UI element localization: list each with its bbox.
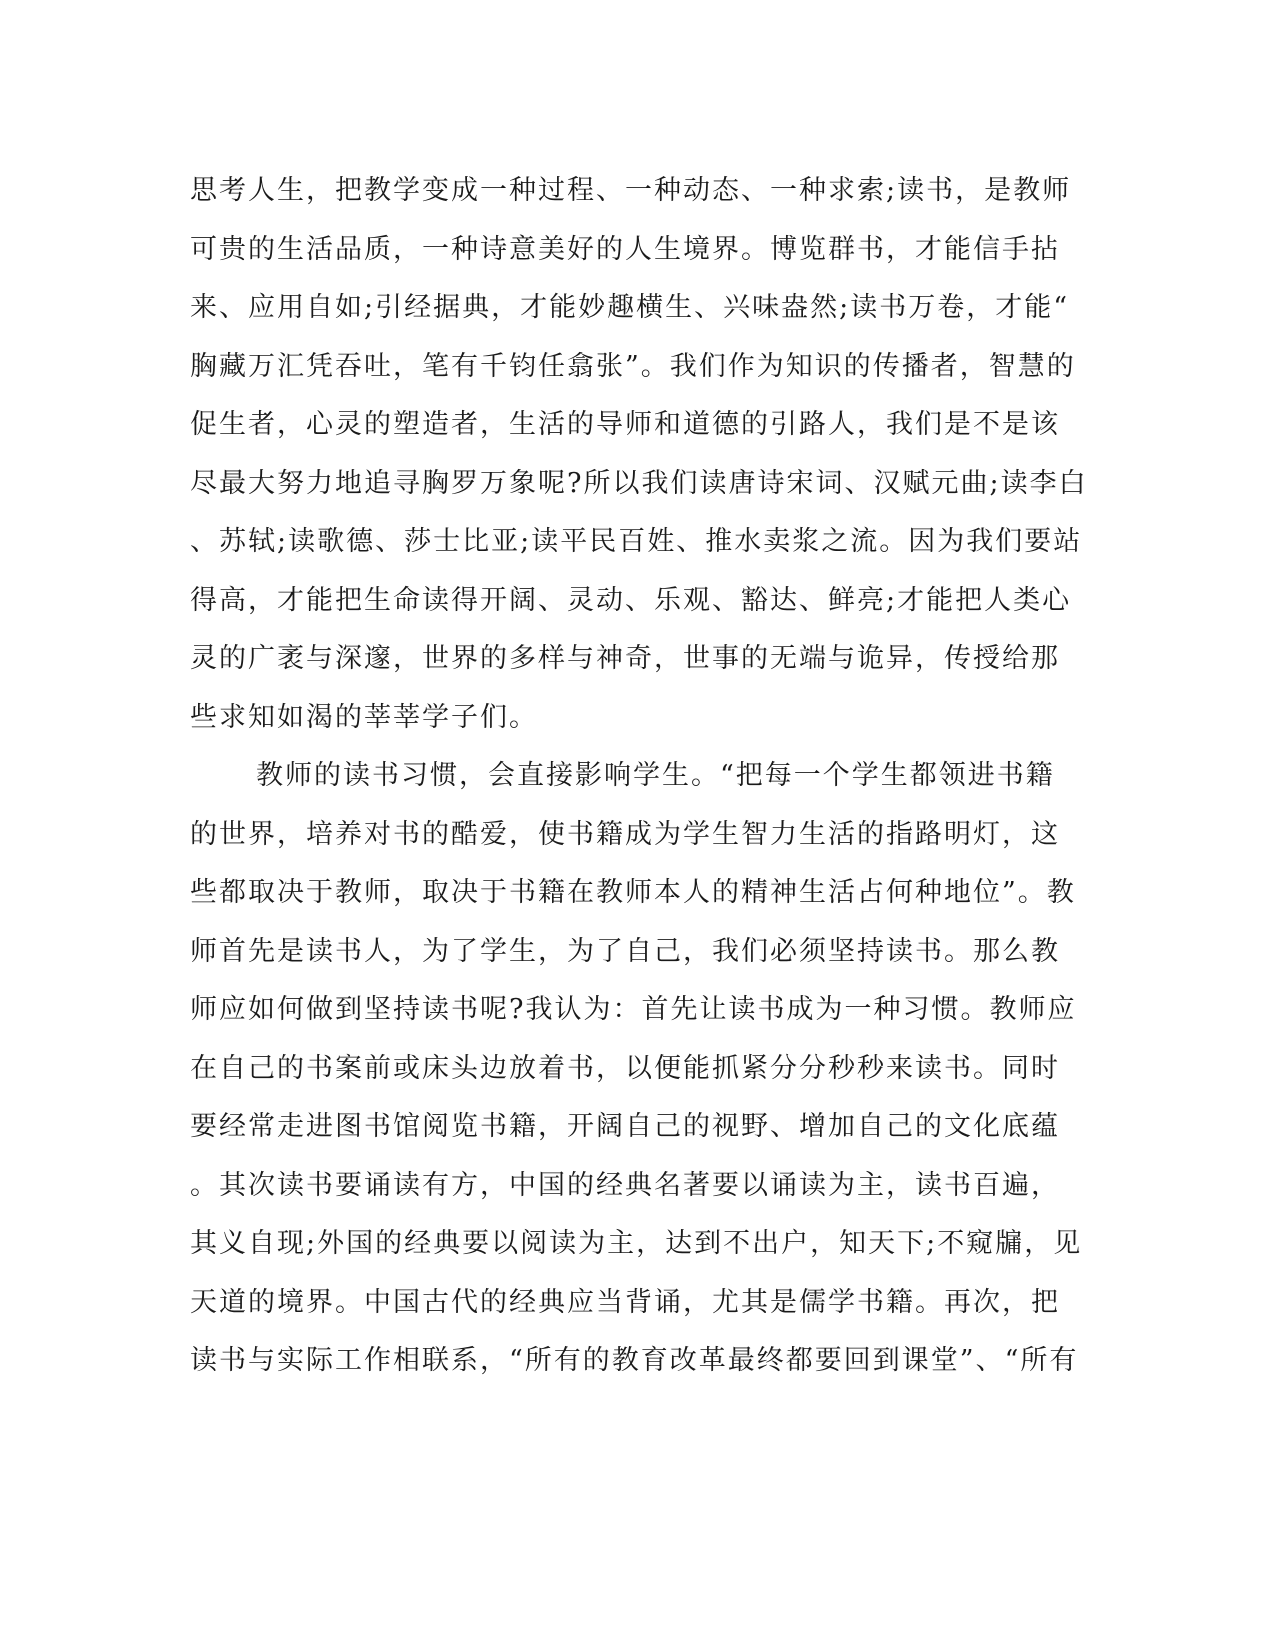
text-line: 要经常走进图书馆阅览书籍，开阔自己的视野、增加自己的文化底蕴: [190, 1111, 1060, 1142]
text-line: 天道的境界。中国古代的经典应当背诵，尤其是儒学书籍。再次，把: [190, 1286, 1060, 1318]
text-line: 胸藏万汇凭吞吐，笔有千钧任翕张”。我们作为知识的传播者，智慧的: [190, 350, 1076, 382]
text-line: 些都取决于教师，取决于书籍在教师本人的精神生活占何种地位”。教: [190, 877, 1076, 908]
text-line: 的世界，培养对书的酷爱，使书籍成为学生智力生活的指路明灯，这: [190, 818, 1060, 850]
text-line: 可贵的生活品质，一种诗意美好的人生境界。博览群书，才能信手拈: [190, 233, 1060, 265]
text-line: 尽最大努力地追寻胸罗万象呢?所以我们读唐诗宋词、汉赋元曲;读李白: [190, 467, 1088, 499]
text-line: 得高，才能把生命读得开阔、灵动、乐观、豁达、鲜亮;才能把人类心: [190, 584, 1072, 616]
text-line: 教师的读书习惯，会直接影响学生。“把每一个学生都领进书籍: [256, 760, 1055, 791]
text-line: 师首先是读书人，为了学生，为了自己，我们必须坚持读书。那么教: [190, 935, 1060, 967]
text-line: 促生者，心灵的塑造者，生活的导师和道德的引路人，我们是不是该: [190, 409, 1060, 440]
text-line: 来、应用自如;引经据典，才能妙趣横生、兴味盎然;读书万卷，才能“: [190, 292, 1069, 323]
text-line: 、苏轼;读歌德、莎士比亚;读平民百姓、推水卖浆之流。因为我们要站: [190, 526, 1083, 557]
paragraph: [190, 162, 1090, 747]
text-line: 灵的广袤与深邃，世界的多样与神奇，世事的无端与诡异，传授给那: [190, 643, 1060, 674]
text-line: 思考人生，把教学变成一种过程、一种动态、一种求索;读书，是教师: [190, 175, 1072, 206]
text-line: 读书与实际工作相联系，“所有的教育改革最终都要回到课堂”、“所有: [190, 1345, 1079, 1376]
text-line: 其义自现;外国的经典要以阅读为主，达到不出户，知天下;不窥牖，见: [190, 1228, 1083, 1259]
body-text: [190, 162, 1090, 1391]
text-line: 些求知如渴的莘莘学子们。: [190, 701, 538, 733]
text-line: 在自己的书案前或床头边放着书，以便能抓紧分分秒秒来读书。同时: [190, 1052, 1060, 1084]
paragraph: [190, 747, 1090, 1391]
text-line: 师应如何做到坚持读书呢?我认为：首先让读书成为一种习惯。教师应: [190, 994, 1077, 1025]
text-line: 。其次读书要诵读有方，中国的经典名著要以诵读为主，读书百遍，: [190, 1169, 1060, 1201]
